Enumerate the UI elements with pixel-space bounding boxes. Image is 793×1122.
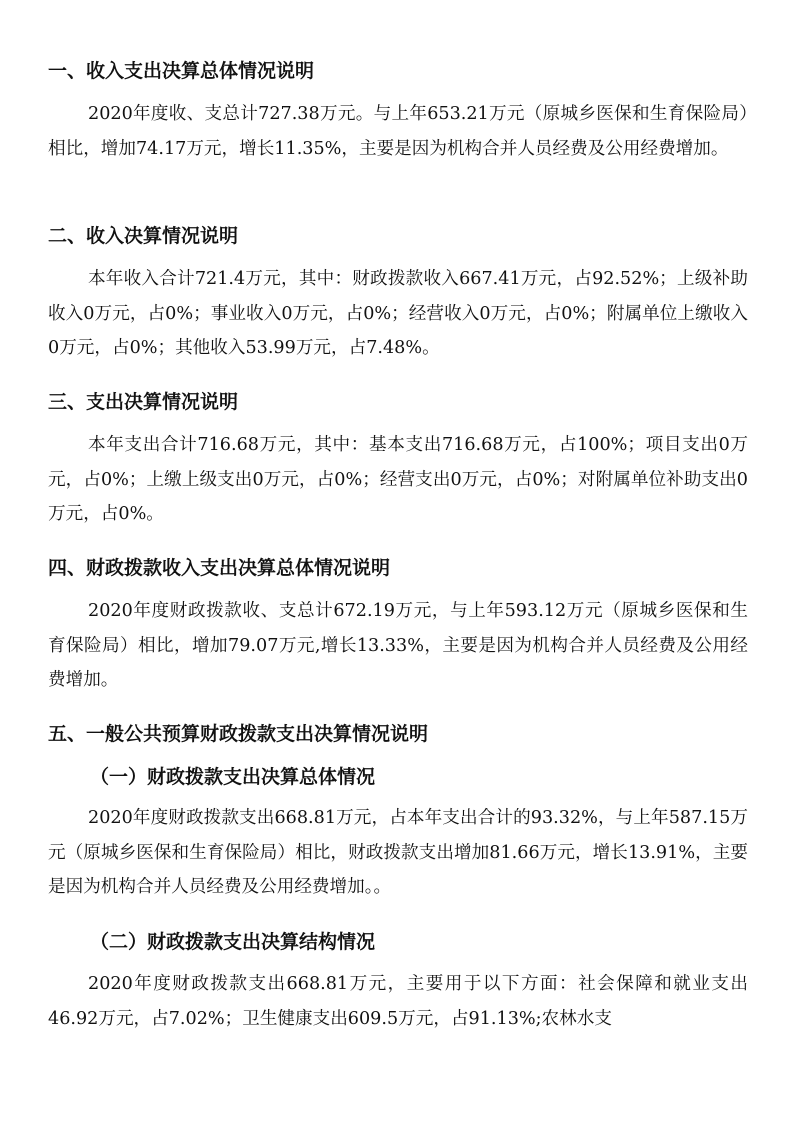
- section-4-paragraph: 2020年度财政拨款收、支总计672.19万元，与上年593.12万元（原城乡医保和生育保险局）相比，增加79.07万元,增长13.33%，主要是因为机构合并人员经费及公用经费增加。: [48, 601, 748, 690]
- subsection-1-paragraph: 2020年度财政拨款支出668.81万元，占本年支出合计的93.32%，与上年587.15万元（原城乡医保和生育保险局）相比，财政拨款支出增加81.66万元，增长13.91%，主要是因为机构合并人员经费及公用经费增加。。: [48, 808, 748, 897]
- section-1-heading: 一、收入支出决算总体情况说明: [48, 60, 315, 82]
- subsection-2-heading: （二）财政拨款支出决算结构情况: [90, 931, 376, 953]
- section-2-paragraph: 本年收入合计721.4万元，其中：财政拨款收入667.41万元，占92.52%；上级补助收入0万元，占0%；事业收入0万元，占0%；经营收入0万元，占0%；附属单位上缴收入0万元，占0%；其他收入53.99万元，占7.48%。: [48, 269, 748, 358]
- subsection-2-paragraph: 2020年度财政拨款支出668.81万元，主要用于以下方面：社会保障和就业支出46.92万元，占7.02%；卫生健康支出609.5万元，占91.13%;农林水支: [48, 974, 748, 1029]
- section-1-paragraph: 2020年度收、支总计727.38万元。与上年653.21万元（原城乡医保和生育保险局）相比，增加74.17万元，增长11.35%，主要是因为机构合并人员经费及公用经费增加。: [48, 104, 748, 159]
- section-3-heading: 三、支出决算情况说明: [48, 391, 239, 413]
- section-2-heading: 二、收入决算情况说明: [48, 225, 239, 247]
- section-4-heading: 四、财政拨款收入支出决算总体情况说明: [48, 557, 391, 579]
- subsection-1-heading: （一）财政拨款支出决算总体情况: [90, 766, 376, 788]
- section-3-paragraph: 本年支出合计716.68万元，其中：基本支出716.68万元，占100%；项目支出0万元，占0%；上缴上级支出0万元，占0%；经营支出0万元，占0%；对附属单位补助支出0万元，占0%。: [48, 435, 748, 524]
- section-5-heading: 五、一般公共预算财政拨款支出决算情况说明: [48, 723, 429, 745]
